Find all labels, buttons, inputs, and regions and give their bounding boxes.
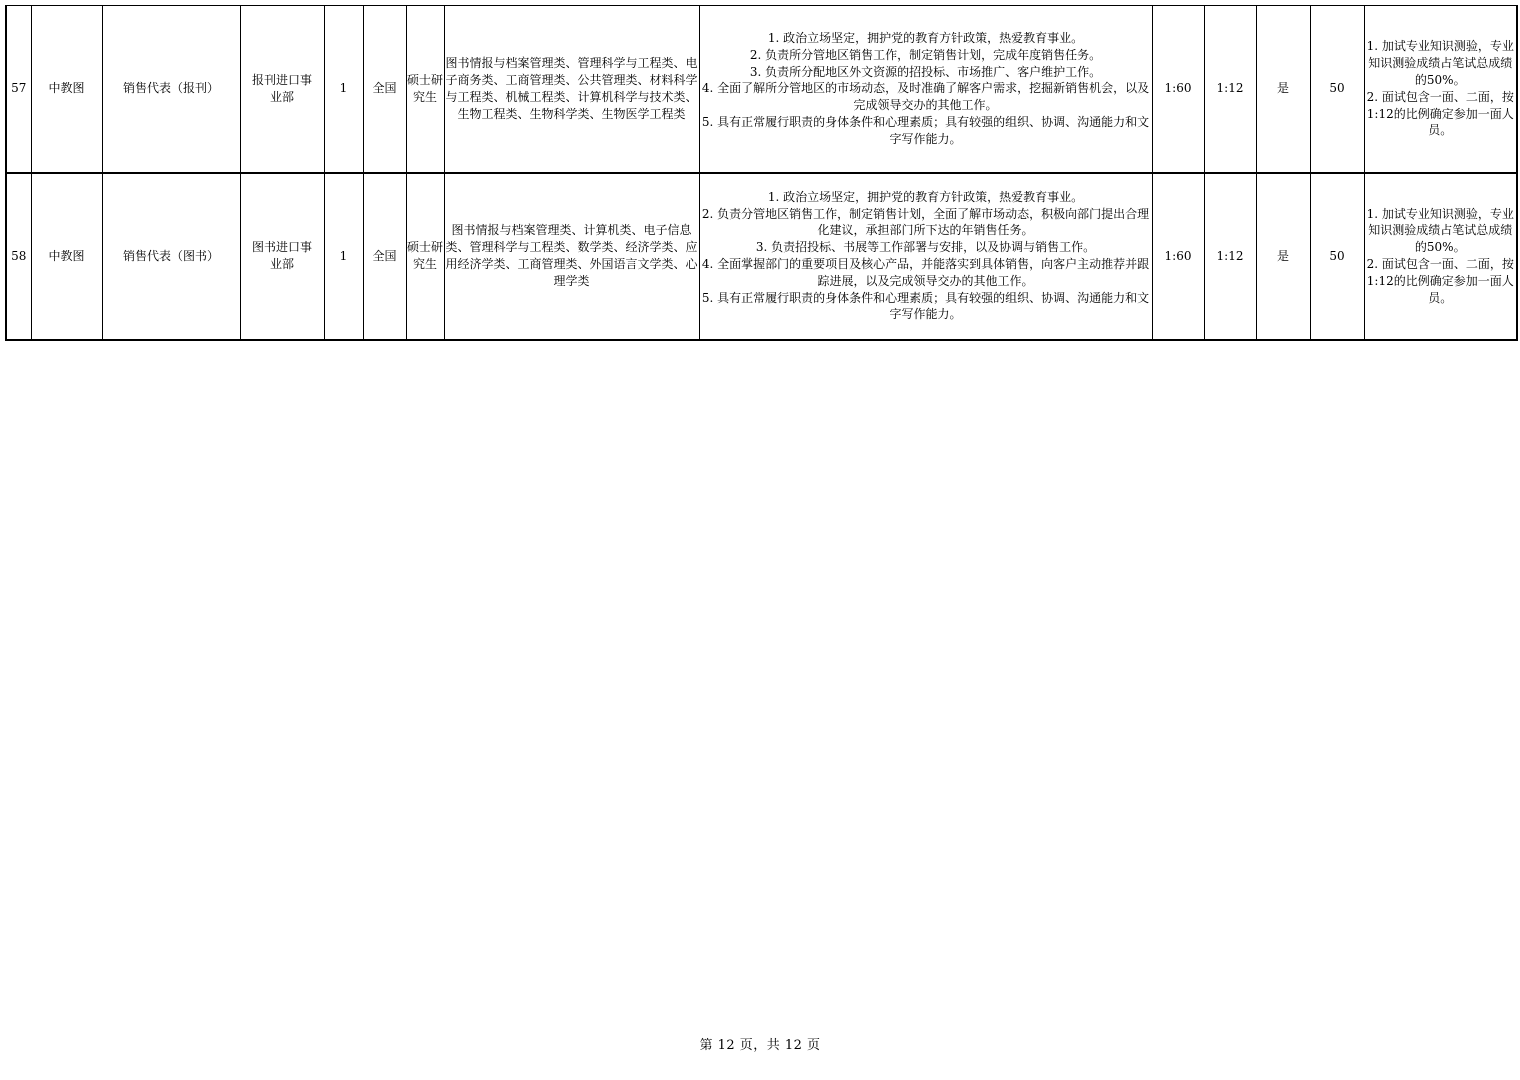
cell-number: 58	[6, 173, 31, 340]
cell-scope: 全国	[363, 6, 406, 173]
cell-department: 报刊进口事业部	[240, 6, 324, 173]
cell-flag: 是	[1256, 173, 1310, 340]
duty-line: 1. 政治立场坚定，拥护党的教育方针政策，热爱教育事业。	[767, 189, 1084, 204]
duty-line: 2. 负责所分管地区销售工作，制定销售计划，完成年度销售任务。	[749, 47, 1102, 62]
remark-line: 1. 加试专业知识测验，专业知识测验成绩占笔试总成绩的50%。	[1366, 39, 1514, 87]
table-row	[6, 6, 1517, 173]
cell-position: 销售代表（图书）	[102, 173, 240, 340]
cell-position: 销售代表（报刊）	[102, 6, 240, 173]
duty-line: 1. 政治立场坚定，拥护党的教育方针政策，热爱教育事业。	[767, 30, 1084, 45]
cell-majors: 图书情报与档案管理类、管理科学与工程类、电子商务类、工商管理类、公共管理类、材料科学与工程类、机械工程类、计算机科学与技术类、生物工程类、生物科学类、生物医学工程类	[444, 6, 699, 173]
duty-line: 3. 负责所分配地区外文资源的招投标、市场推广、客户维护工作。	[749, 64, 1102, 79]
cell-unit: 中教图	[31, 173, 102, 340]
cell-count: 1	[324, 6, 363, 173]
cell-ratio-written: 1:60	[1152, 6, 1204, 173]
duty-line: 5. 具有正常履行职责的身体条件和心理素质；具有较强的组织、协调、沟通能力和文字写作能力。	[701, 290, 1150, 322]
page-number: 第 12 页，共 12 页	[699, 1038, 821, 1053]
remark-line: 1. 加试专业知识测验，专业知识测验成绩占笔试总成绩的50%。	[1366, 206, 1514, 255]
cell-department: 图书进口事业部	[240, 173, 324, 340]
position-table	[5, 5, 1518, 341]
cell-ratio-interview: 1:12	[1204, 6, 1256, 173]
cell-education: 硕士研究生	[406, 173, 444, 340]
cell-ratio-interview: 1:12	[1204, 173, 1256, 340]
duty-line: 2. 负责分管地区销售工作，制定销售计划，全面了解市场动态，积极向部门提出合理化建议，承担部门所下达的年销售任务。	[701, 206, 1150, 238]
cell-unit: 中教图	[31, 6, 102, 173]
cell-duties	[699, 6, 1152, 173]
cell-number: 57	[6, 6, 31, 173]
remark-line: 2. 面试包含一面、二面，按1:12的比例确定参加一面人员。	[1366, 89, 1514, 138]
cell-ratio-written: 1:60	[1152, 173, 1204, 340]
cell-remarks	[1364, 6, 1517, 173]
table-row	[6, 173, 1517, 340]
cell-flag: 是	[1256, 6, 1310, 173]
remark-line: 2. 面试包含一面、二面，按1:12的比例确定参加一面人员。	[1366, 257, 1514, 305]
cell-score: 50	[1310, 6, 1364, 173]
cell-remarks	[1364, 173, 1517, 340]
cell-score: 50	[1310, 173, 1364, 340]
cell-duties	[699, 173, 1152, 340]
cell-count: 1	[324, 173, 363, 340]
cell-majors: 图书情报与档案管理类、计算机类、电子信息类、管理科学与工程类、数学类、经济学类、应用经济学类、工商管理类、外国语言文学类、心理学类	[444, 173, 699, 340]
duty-line: 4. 全面了解所分管地区的市场动态，及时准确了解客户需求，挖掘新销售机会，以及完成领导交办的其他工作。	[701, 81, 1150, 113]
duty-line: 4. 全面掌握部门的重要项目及核心产品，并能落实到具体销售，向客户主动推荐并跟踪进展，以及完成领导交办的其他工作。	[701, 257, 1150, 288]
cell-education: 硕士研究生	[406, 6, 444, 173]
duty-line: 3. 负责招投标、书展等工作部署与安排，以及协调与销售工作。	[755, 240, 1096, 255]
duty-line: 5. 具有正常履行职责的身体条件和心理素质；具有较强的组织、协调、沟通能力和文字写作能力。	[701, 114, 1150, 146]
cell-scope: 全国	[363, 173, 406, 340]
